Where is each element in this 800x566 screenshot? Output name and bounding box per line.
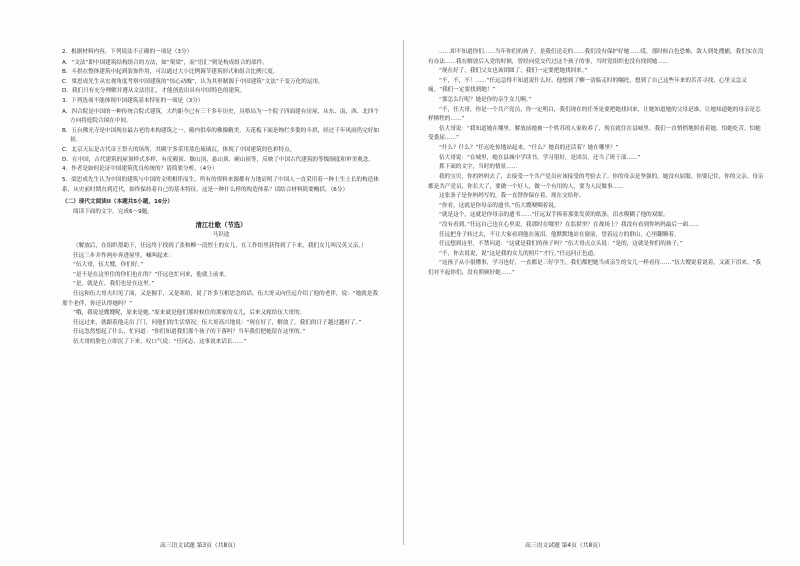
passage-paragraph: 任远忽然想起了什么，忙问道：“你们知道我们那个孩子的下落吗？当年我们把她留在这里的。”: [73, 329, 306, 336]
passage-title: 清江壮歌（节选）: [195, 221, 247, 230]
passage-paragraph: “伍大哥，伍大嫂，你们好。”: [73, 262, 144, 269]
question-2-option-d: D．我们只有充分理解并遵从文法语汇，才能创造出具有中国特色的建筑。: [62, 88, 246, 95]
passage-paragraph: 任远三步并作两步奔进屋里，喊叫起来：: [73, 252, 174, 259]
page-left: [62, 48, 380, 548]
passage-paragraph: “是，就是在，我们也是在这里。”: [73, 281, 155, 288]
page-footer-right: 高三语文试题 第4页（共8页）: [525, 543, 604, 549]
question-4: 4．作者是如何论证中国建筑优良传统的？请简要分析。（4分）: [62, 166, 218, 173]
passage-paragraph: “那怎么行呢？她是你的亲生女儿啊。”: [439, 97, 532, 104]
passage-paragraph: 任远和伍大哥夫妇见了面，又是握手，又是寒暄，说了许多互相思念的话。伍大哥又向任远介绍了他的老伴，说：“她就是我那个老伴，你还认得她吗？”: [62, 291, 378, 307]
question-3-option-d: D．在中国，古代建筑的屋顶样式多样，有庑殿顶、歇山顶、悬山顶、硬山顶等，反映了中国古代建筑的等级制度和审美观念。: [62, 156, 374, 163]
passage-paragraph: 伍大哥的脸色立即沉了下来，叹口气说：“任同志，这事说来话长……”: [73, 339, 247, 346]
passage-paragraph: “没有看到。”任远自己也在心里说，我那时在哪里？在监狱里？在战场上？我没有看到你妈妈最后一面……: [439, 221, 700, 228]
passage-paragraph: “就是这个，这就是你母亲的遗书……”任远双手捧着那张发黄的纸条，泪水模糊了他的双眼。: [439, 212, 669, 219]
passage-paragraph: “是不是在这里住的你们也在的？”任远也忙问来，他就上前来。: [73, 271, 230, 278]
passage-note: （解放后，在组织帮助下，任远终于找到了张和柳一清烈士的女儿，在工作组里获得到了下来，我们女儿叫汉英父亲。）: [73, 242, 367, 249]
page-divider: [403, 40, 404, 545]
passage-paragraph: 伍大哥说：“在城里，她在县城中学读书，学习很好，是团员，还当了班干部……”: [439, 154, 641, 161]
passage-paragraph: 任远过来，就跟着他走出了门，问他们的生活情况。伍大哥高兴地说：“现在好了，解放了，我们的日子越过越好了。”: [73, 319, 362, 326]
passage-paragraph: “不，你去说说，说“这是我的女儿的照片”才行。”任远问正色道。: [439, 250, 599, 257]
passage-paragraph: 抓下面的文字，当时的情景……: [439, 164, 518, 171]
passage-paragraph: “现在好了，我们父女也该团圆了，我们一定要把她找回来。”: [439, 68, 588, 75]
passage-paragraph: “什么？什么？”任远吃惊地站起来，“什么？她真的还活着？她在哪里？”: [439, 145, 619, 152]
question-3-option-a: A．四合院是中国的一种传统合院式建筑，大约距今已有三千多年历史，具格局为一个院子四面建有房屋，从东、南、西、北四个方向将庭院合围在中间。: [62, 108, 380, 125]
question-3-option-b: B．五台佛光寺是中国现存最古老的木构建筑之一，殿内供奉的佛像精美，天花板下面是绚烂多姿的斗拱，经过千年风雨仍完好如初。: [62, 127, 380, 144]
section-heading: （二）现代文阅读II（本题共5小题，16分）: [62, 199, 173, 206]
question-3-option-c: C．北京天坛是古代帝王祭天的场所，其殿宇多采用蓝色琉璃瓦，体现了中国建筑的色彩特点。: [62, 147, 296, 154]
passage-author: 马识途: [212, 232, 230, 239]
passage-paragraph: 伍大哥说：“我知道她在哪里。解放前她被一个姓苏的人家收养了，现在就住在县城里。我们一直悄悄地照看着她，怕她吃苦，怕她受委屈……”: [428, 125, 761, 142]
question-5: 5．梁思成先生认为中国的建筑与中国的文明相伴而生，所有的资料来源都有力地证明了中国人一直采用着一种土生土长的构造体系，从史前时期直到近代，始终保持着自己的基本特征。这是一种什么样的构造体系？请结合材料简要概括。（6分）: [62, 176, 379, 193]
question-2-option-a: A．“文法”即中国建筑结构组合的方法，如“架梁”，而“语汇”则是构成组合的部件。: [62, 59, 268, 66]
passage-paragraph: “这孩子从小很懂事，学习也好，一直都是三好学生，我们都把她当成亲生的女儿一样看待……”伍大嫂说着说着，又流下泪来。“我们对不起你们，没有照顾好她……”: [428, 260, 761, 277]
passage-paragraph: 我的宝贝，你的妈妈去了，去接受一个共产党员应该接受的考验去了。你的母亲是坚强的，她没有屈服。你要记住，你的父亲、母亲都是共产党员，你长大了，要做一个好人，做一个有用的人，要为人民做事……: [428, 173, 764, 190]
passage-paragraph: “不，不，不！……”任远急得不知道说什么好，他想到了柳一清临走时的嘱托，想到了自己这些年来的苦苦寻找，心里又急又痛。“我们一定要找到她！”: [428, 77, 747, 94]
question-2-option-c: C．梁思成先生从宏观角度考察中国建筑的“惊心动魄”，认为其形制源于中国建筑“文法”千变万化的运用。: [62, 78, 324, 85]
passage-paragraph: 任远想到这里，不禁问道：“这就是我们的孩子吗？”伍大哥点点头说：“是的，这就是你们的孩子。”: [439, 241, 683, 248]
passage-paragraph: 这张条子是你妈妈写的，我一直替你保存着，现在交给你。: [439, 193, 585, 200]
passage-paragraph: “不，任大哥，你是一个共产党员，你一定明白，我们现在的任务是要把她找回来，让她知道她的父母是谁，让她知道她的母亲是怎样牺牲的……”: [428, 106, 761, 123]
page-footer-left: 高三语文试题 第3页（共8页）: [160, 543, 239, 549]
page-right: [428, 48, 764, 548]
question-2-option-b: B．斗拱在整体建筑中起到装饰作用，可以通过大小比例调节建筑形式和组合比例尺度。: [62, 69, 279, 76]
question-2-stem: 2．根据材料内容，下列说法不正确的一项是（3分）: [62, 49, 193, 55]
question-3-stem: 3．下列选项不能体现中国建筑基本特征的一项是（3分）: [62, 98, 204, 105]
passage-paragraph: “哦，我说是嫂嫂呢，原来是她。”原来就是他们那时候住的那家的女儿，后来又嫁给伍大哥的。: [73, 310, 306, 317]
passage-paragraph: “你看，这就是你母亲的遗书。”伍大嫂哽咽着说。: [439, 202, 560, 209]
passage-paragraph: ……却不知道你们……当年你们的孩子，是我们送走的……我们没有保护好她……哎，那时候白色恐怖，敌人到处搜捕，我们实在没有办法……我在解放后入党的时候，曾经向党交代过这个孩子的事，当时党组织也没有找到她……: [428, 49, 764, 65]
passage-paragraph: 任远把身子转过去，不让大家看到他在流泪。他默默地站在窗前，望着远方的群山，心里翻腾着。: [439, 231, 680, 238]
section-instruction: 阅读下面的文字，完成6～9题。: [73, 208, 153, 215]
